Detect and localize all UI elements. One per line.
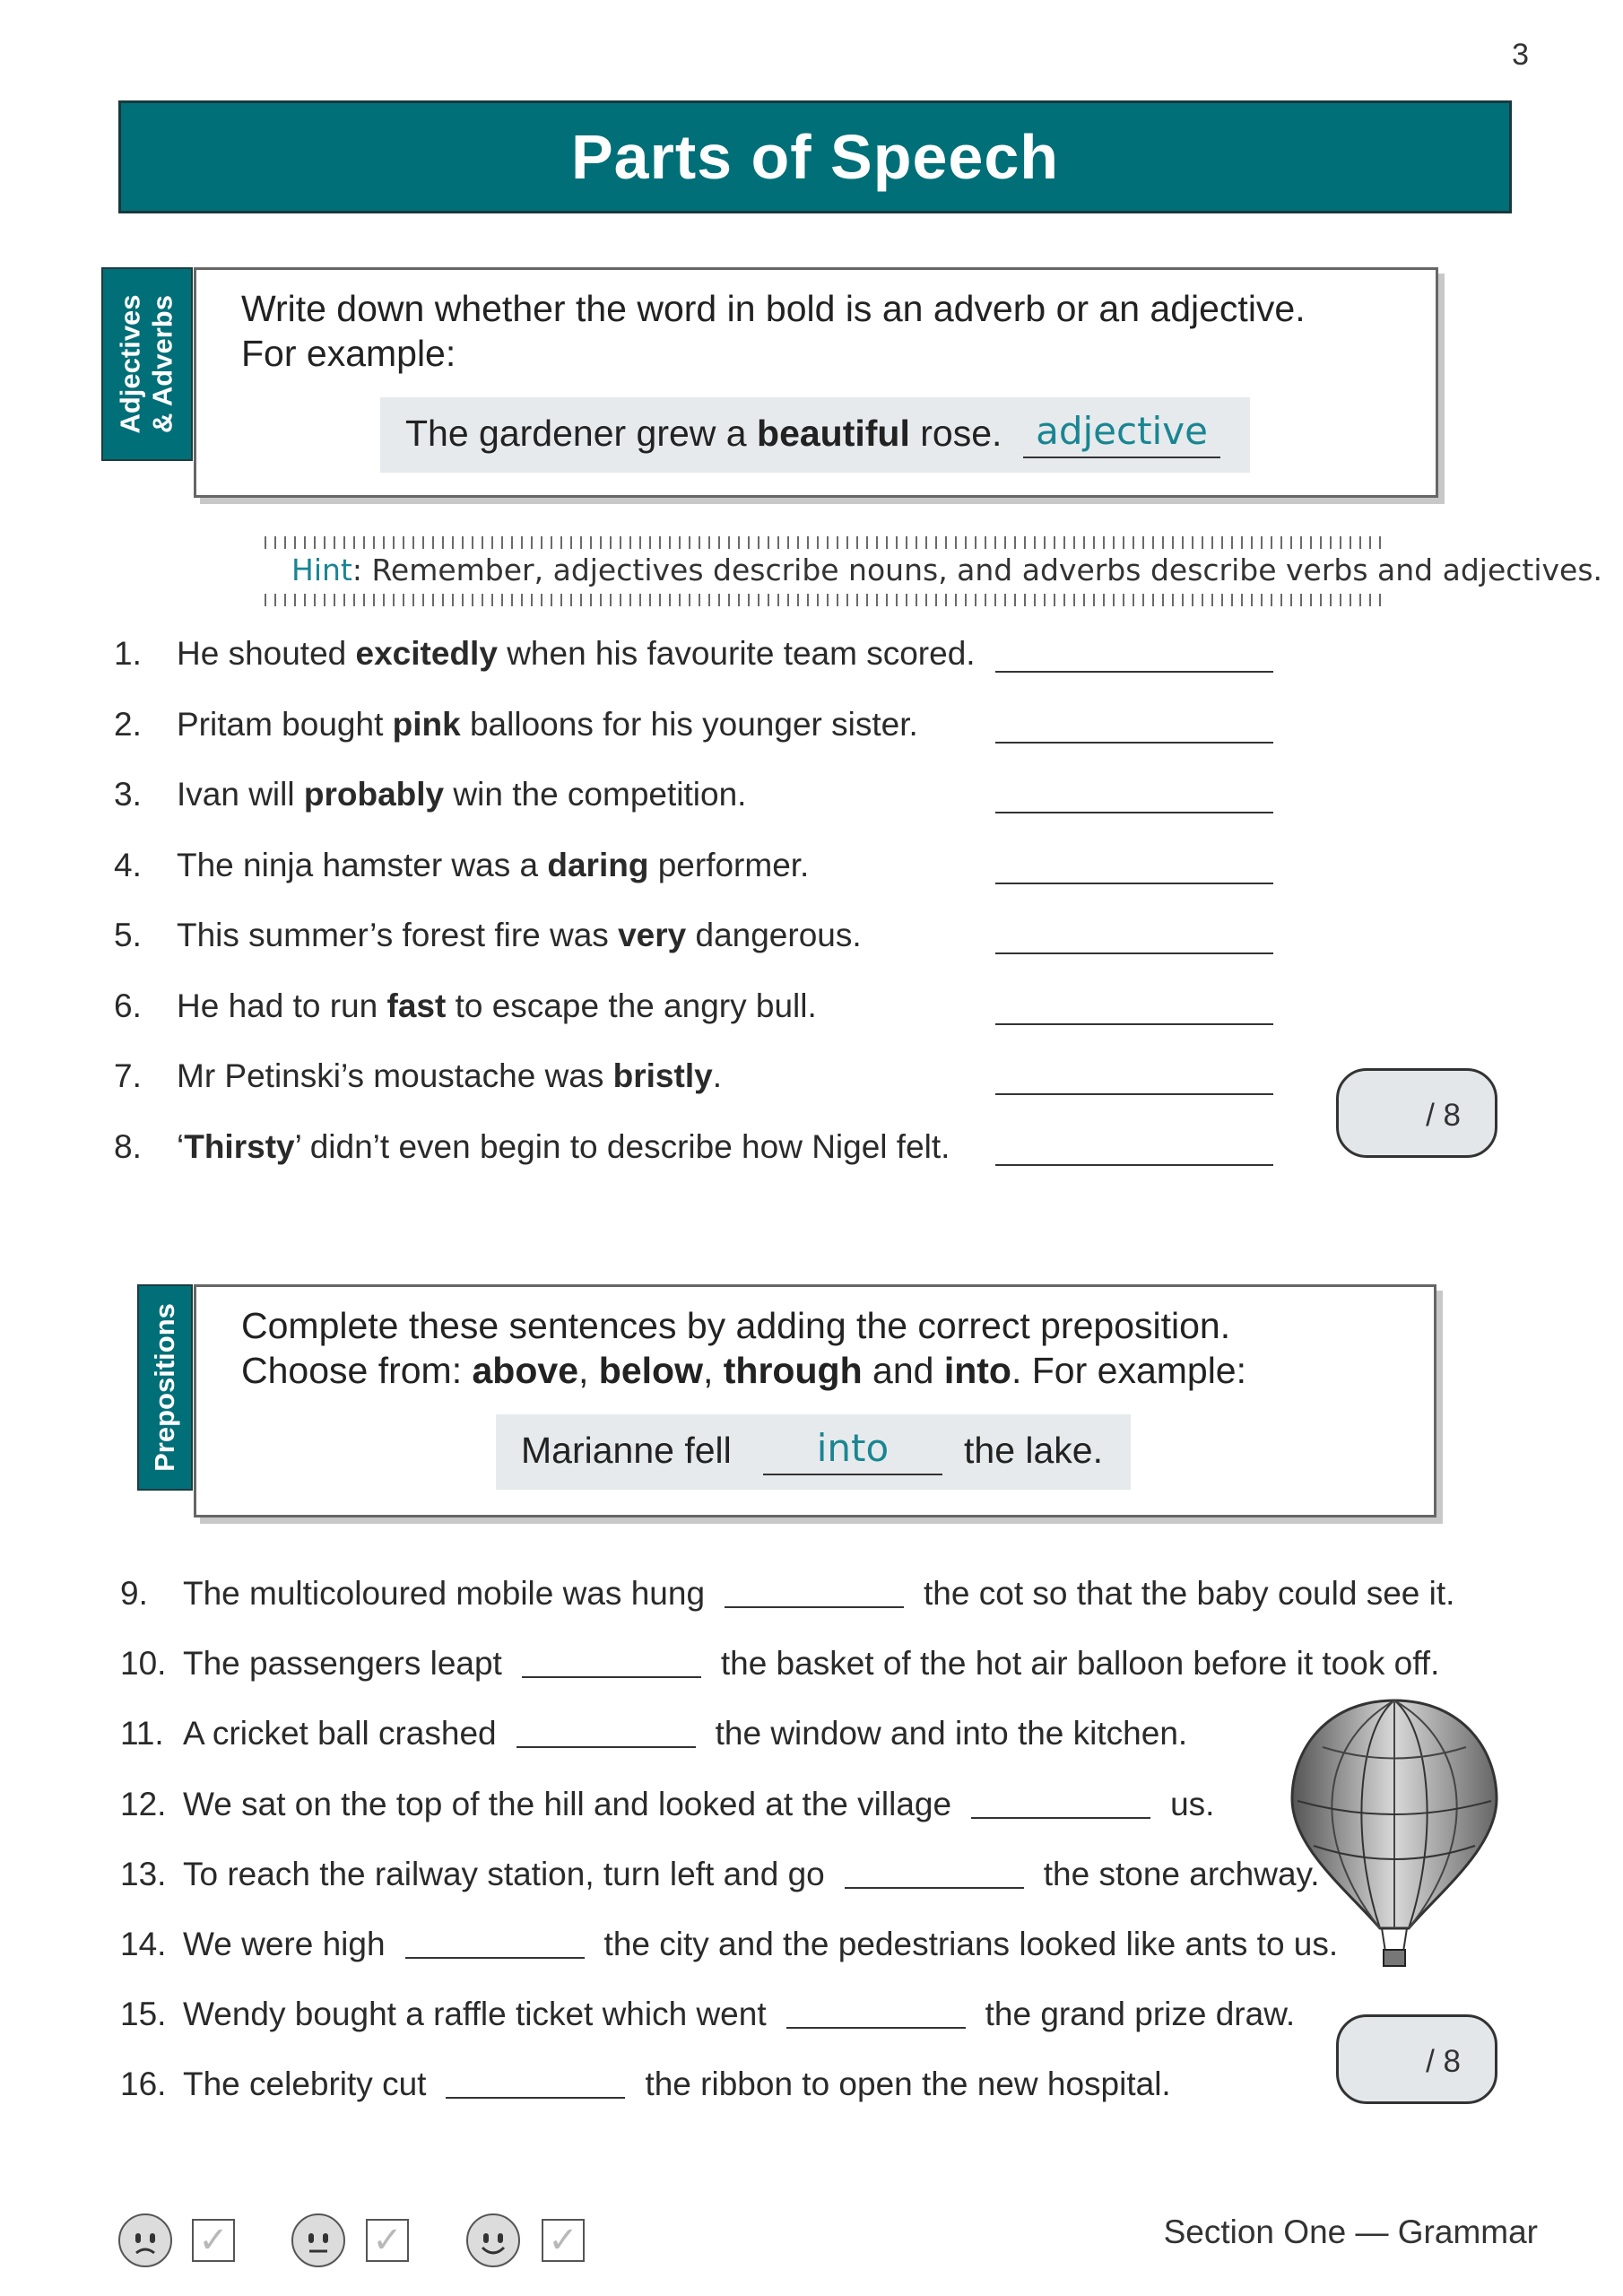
question-text-pre: This summer’s forest fire was <box>177 917 609 953</box>
question-text-pre: Pritam bought <box>177 705 384 743</box>
answer-blank[interactable] <box>995 671 1273 673</box>
question-text-pre: The multicoloured mobile was hung <box>183 1575 706 1612</box>
sad-face-icon[interactable] <box>118 2213 172 2267</box>
answer-blank[interactable] <box>786 1995 966 2029</box>
title-banner <box>118 100 1512 213</box>
score-box-section-2[interactable]: / 8 <box>1336 2014 1497 2104</box>
bold-word: Thirsty <box>184 1127 295 1165</box>
page-number: 3 <box>1512 38 1529 72</box>
question-row <box>114 1128 950 1166</box>
question-text-post: performer. <box>657 846 810 883</box>
answer-blank[interactable] <box>516 1714 696 1748</box>
question-row <box>120 1785 1214 1823</box>
question-row <box>120 2065 1171 2103</box>
example-sentence-pre: Marianne fell <box>521 1430 732 1471</box>
section-tab-prepositions: Prepositions <box>137 1284 193 1491</box>
section-tab-adjectives-adverbs: Adjectives & Adverbs <box>101 267 193 461</box>
question-number: 1. <box>114 635 142 672</box>
question-text-pre: We sat on the top of the hill and looked at the village <box>183 1785 952 1822</box>
question-text-post: the cot so that the baby could see it. <box>924 1575 1455 1612</box>
question-row <box>120 1714 1187 1752</box>
tick-box-1[interactable]: ✓ <box>192 2219 235 2262</box>
answer-blank[interactable] <box>995 812 1273 813</box>
bold-word: very <box>618 917 687 953</box>
question-text-post: the stone archway. <box>1043 1855 1320 1892</box>
instruction-line-1: Complete these sentences by adding the correct preposition. <box>241 1305 1231 1346</box>
question-row <box>120 1995 1295 2033</box>
tick-box-2[interactable]: ✓ <box>366 2219 409 2262</box>
answer-blank[interactable] <box>995 1164 1273 1166</box>
question-text-post: to escape the angry bull. <box>455 987 817 1024</box>
example-answer: into <box>763 1426 942 1475</box>
question-text-pre: To reach the railway station, turn left and go <box>183 1855 825 1892</box>
question-text-post: ’ didn’t even begin to describe how Nigel felt. <box>294 1127 950 1165</box>
question-text-post: the city and the pedestrians looked like ants to us. <box>603 1926 1339 1962</box>
question-text-post: the basket of the hot air balloon before it took off. <box>720 1645 1440 1683</box>
question-text-pre: We were high <box>183 1926 386 1962</box>
score-box-section-1[interactable]: / 8 <box>1336 1068 1497 1158</box>
question-number: 5. <box>114 917 142 953</box>
question-text-post: dangerous. <box>695 917 862 953</box>
answer-blank[interactable] <box>446 2065 625 2099</box>
question-number: 6. <box>114 987 142 1024</box>
question-number: 2. <box>114 705 142 743</box>
prepositions-instruction-box <box>194 1284 1436 1518</box>
hot-air-balloon-illustration <box>1287 1693 1502 1971</box>
hint-strip <box>265 531 1603 608</box>
question-row <box>114 847 809 884</box>
question-number: 10. <box>120 1645 167 1683</box>
answer-blank[interactable] <box>522 1644 701 1678</box>
question-text-pre: The passengers leapt <box>183 1645 502 1683</box>
question-text-post: . <box>712 1057 722 1094</box>
adjectives-instruction-box <box>194 267 1438 498</box>
answer-blank[interactable] <box>971 1785 1150 1819</box>
neutral-face-icon[interactable] <box>291 2213 345 2267</box>
question-text-pre: Mr Petinski’s moustache was <box>177 1057 604 1094</box>
hint-border-top <box>265 536 1381 549</box>
page-title: Parts of Speech <box>570 122 1060 192</box>
question-row <box>114 917 862 954</box>
question-text-post: balloons for his younger sister. <box>469 705 918 743</box>
hint-text: Hint: Remember, adjectives describe nouns, and adverbs describe verbs and adjectives. <box>291 552 1603 587</box>
question-row <box>120 1644 1439 1683</box>
question-row <box>120 1925 1338 1963</box>
question-number: 15. <box>120 1996 167 2033</box>
question-text-pre: Wendy bought a raffle ticket which went <box>183 1996 767 2033</box>
instruction-line-2: For example: <box>241 333 456 374</box>
answer-blank[interactable] <box>995 1023 1273 1025</box>
question-row <box>114 776 746 813</box>
answer-blank[interactable] <box>995 742 1273 744</box>
happy-face-icon[interactable] <box>466 2213 520 2267</box>
question-number: 3. <box>114 776 142 813</box>
bold-word: probably <box>303 776 445 813</box>
question-number: 16. <box>120 2066 167 2103</box>
question-text-post: us. <box>1170 1785 1215 1822</box>
question-row <box>114 987 817 1025</box>
question-number: 7. <box>114 1057 142 1094</box>
bold-word: pink <box>392 705 461 743</box>
question-text-post: the ribbon to open the new hospital. <box>645 2066 1171 2103</box>
hint-border-bottom <box>265 594 1381 606</box>
question-text-post: when his favourite team scored. <box>507 635 976 672</box>
example-sentence-post: the lake. <box>964 1430 1103 1471</box>
answer-blank[interactable] <box>995 1093 1273 1095</box>
question-text-post: the window and into the kitchen. <box>715 1715 1188 1752</box>
answer-blank[interactable] <box>725 1574 904 1608</box>
question-number: 12. <box>120 1785 167 1822</box>
question-row <box>114 1057 722 1095</box>
question-text-pre: The ninja hamster was a <box>177 846 539 883</box>
question-row <box>114 635 976 673</box>
tick-box-3[interactable]: ✓ <box>542 2219 585 2262</box>
answer-blank[interactable] <box>405 1925 585 1959</box>
question-text-pre: The celebrity cut <box>183 2066 427 2103</box>
answer-blank[interactable] <box>845 1855 1024 1889</box>
question-text-pre: A cricket ball crashed <box>183 1715 497 1752</box>
question-text-post: the grand prize draw. <box>985 1996 1296 2033</box>
bold-word: excitedly <box>355 635 498 672</box>
question-number: 13. <box>120 1855 167 1892</box>
instruction-line-1: Write down whether the word in bold is an adverb or an adjective. <box>241 288 1306 329</box>
question-text-post: win the competition. <box>453 776 747 813</box>
question-number: 11. <box>120 1715 164 1752</box>
question-row <box>120 1855 1320 1893</box>
question-number: 8. <box>114 1127 142 1165</box>
example-sentence: The gardener grew a beautiful rose. <box>405 413 1002 454</box>
footer-section-label: Section One — Grammar <box>1163 2213 1538 2250</box>
question-text-pre: Ivan will <box>177 776 295 813</box>
bold-word: daring <box>547 846 649 883</box>
question-text-pre: ‘ <box>177 1127 185 1165</box>
question-row <box>120 1574 1454 1613</box>
question-number: 4. <box>114 846 142 883</box>
bold-word: fast <box>386 987 447 1024</box>
bold-word: bristly <box>612 1057 713 1094</box>
question-number: 9. <box>120 1575 148 1612</box>
instruction-line-2: Choose from: above, below, through and into. For example: <box>241 1350 1247 1391</box>
question-text-pre: He had to run <box>177 987 378 1024</box>
answer-blank[interactable] <box>995 883 1273 884</box>
answer-blank[interactable] <box>995 952 1273 954</box>
question-row <box>114 706 918 744</box>
question-text-pre: He shouted <box>177 635 347 672</box>
question-number: 14. <box>120 1926 167 1962</box>
example-answer: adjective <box>1023 409 1220 458</box>
